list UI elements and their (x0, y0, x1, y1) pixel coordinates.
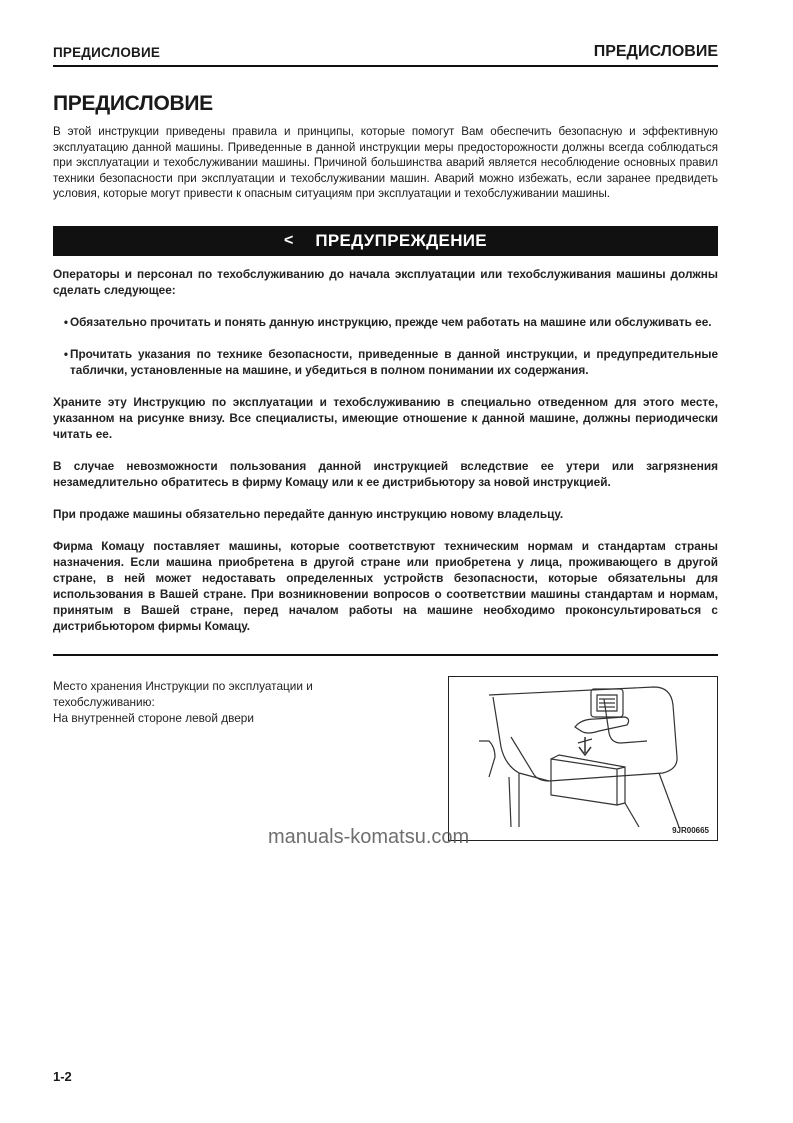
bullet-marker: • (63, 347, 68, 361)
warning-paragraph: Храните эту Инструкцию по эксплуатации и техобслуживанию в специально отведенном для этого месте, указанном на рисунке внизу. Все специалисты, имеющие отношение к данной машине, должны периодически читать ее. (53, 395, 718, 441)
bullet-text: Обязательно прочитать и понять данную инструкцию, прежде чем работать на машине или обслуживать ее. (70, 315, 712, 329)
section-divider (53, 654, 718, 656)
door-illustration (449, 677, 717, 840)
storage-label: Место хранения Инструкции по эксплуатации и техобслуживанию: (53, 679, 313, 709)
warning-paragraph: Фирма Комацу поставляет машины, которые соответствуют техническим нормам и стандартам страны назначения. Если машина приобретена в другой стране или приобретена у лица, проживающего в другой стране, в ней может недоставать определенных устройств безопасности, которые обязательны для использования в Вашей стране. При возникновении вопросов о соответствии машины стандартам и нормам, принятым в Вашей стране, перед началом работы на машине необходимо проконсультироваться с дистрибьютором фирмы Комацу. (53, 539, 718, 633)
list-item (53, 314, 718, 330)
figure-code: 9JR00665 (672, 826, 709, 835)
warning-paragraph: При продаже машины обязательно передайте данную инструкцию новому владельцу. (53, 507, 564, 521)
page-title: ПРЕДИСЛОВИЕ (53, 92, 213, 115)
door-storage-figure (448, 676, 718, 841)
header-left-title: ПРЕДИСЛОВИЕ (53, 45, 161, 60)
header-right-title: ПРЕДИСЛОВИЕ (593, 43, 718, 60)
warning-title: ПРЕДУПРЕЖДЕНИЕ (315, 231, 487, 250)
storage-location-text (53, 678, 403, 726)
warning-body (53, 266, 718, 650)
bullet-marker: • (63, 315, 68, 329)
warning-paragraph: В случае невозможности пользования данной инструкцией вследствие ее утери или загрязнения незамедлительно обратитесь в фирму Комацу или к ее дистрибьютору за новой инструкцией. (53, 459, 718, 489)
warning-lead: Операторы и персонал по техобслуживанию до начала эксплуатации или техобслуживания машины должны сделать следующее: (53, 267, 718, 297)
page-number: 1-2 (53, 1069, 72, 1084)
intro-paragraph: В этой инструкции приведены правила и принципы, которые помогут Вам обеспечить безопасную и эффективную эксплуатацию данной машины. Приведенные в данной инструкции меры предосторожности должны всегда соблюдаться при эксплуатации и техобслуживании машины. Причиной большинства аварий является несоблюдение основных правил техники безопасности при эксплуатации и техобслуживании машин. Аварий можно избежать, если заранее предвидеть условия, которые могут привести к опасным ситуациям при эксплуатации и техобслуживании машины. (53, 125, 718, 200)
warning-banner (53, 226, 718, 256)
watermark: manuals-komatsu.com (268, 826, 470, 848)
warning-icon: < (284, 232, 294, 249)
storage-location: На внутренней стороне левой двери (53, 711, 254, 725)
list-item (53, 346, 718, 378)
header-divider (53, 65, 718, 67)
bullet-text: Прочитать указания по технике безопасности, приведенные в данной инструкции, и предупредительные таблички, установленные на машине, и убедиться в полном понимании их содержания. (70, 347, 718, 377)
